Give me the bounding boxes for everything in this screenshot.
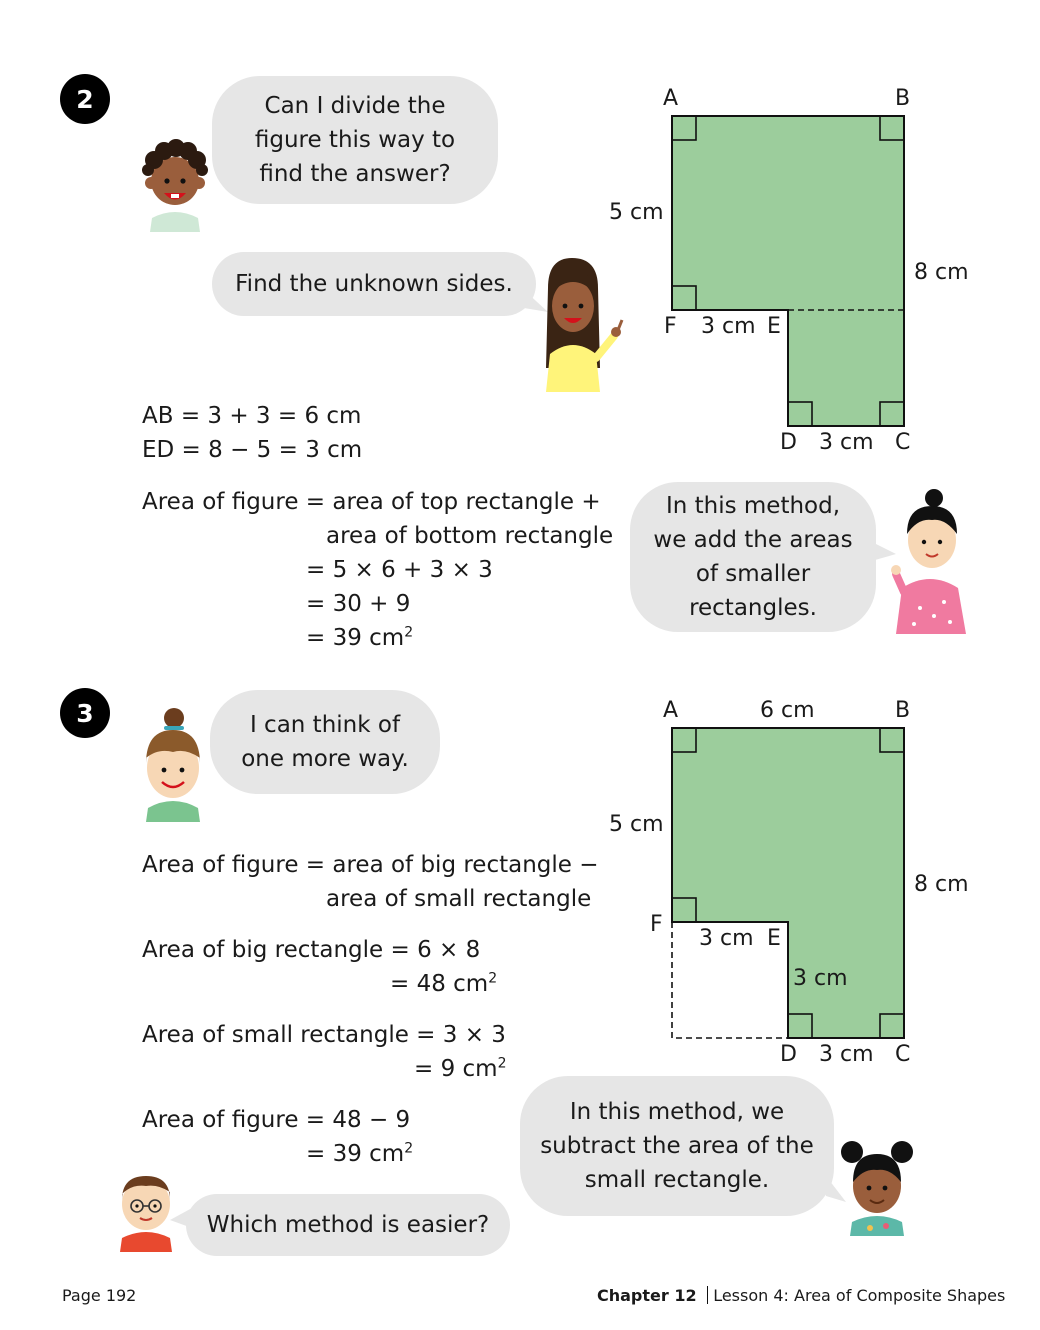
bubble-text: Can I divide the figure this way to find the answer? [254,93,456,187]
area-line-4: = 30 + 9 [306,591,411,617]
big-rectangle-line-2 [390,967,497,1001]
bubble-text: Which method is easier? [206,1212,490,1238]
vertex-f: F [664,314,677,339]
vertex-c: C [895,1042,911,1067]
speech-bubble-one-more-way [210,690,440,794]
speech-bubble-which-easier [186,1194,510,1256]
area-value: = 39 cm [306,1141,405,1167]
figure-area-line-2 [306,1137,413,1171]
area-value: = 39 cm [306,625,405,651]
footer-chapter [597,1286,1005,1305]
small-rectangle-line-1: Area of small rectangle = 3 × 3 [142,1022,506,1048]
footer-divider [707,1286,709,1304]
area-value: = 9 cm [414,1056,498,1082]
speech-bubble-subtract-method [520,1076,834,1216]
bubble-text: In this method, we subtract the area of the small rectangle. [540,1099,814,1193]
section-number-3: 3 [60,688,110,738]
bubble-text: In this method, we add the areas of smaller rectangles. [653,493,853,621]
figure-area-line-1: Area of figure = 48 − 9 [142,1107,411,1133]
side-label-8cm: 8 cm [914,872,969,897]
speech-bubble-add-method [630,482,876,632]
vertex-d: D [780,430,797,455]
vertex-e: E [767,314,781,339]
lesson-title: Lesson 4: Area of Composite Shapes [713,1286,1006,1305]
side-label-5cm: 5 cm [609,812,664,837]
squared-superscript: 2 [404,624,414,641]
vertex-f: F [650,912,663,937]
vertex-d: D [780,1042,797,1067]
vertex-b: B [895,698,911,723]
squared-superscript: 2 [404,1140,414,1157]
area-value: = 48 cm [390,971,489,997]
bubble-text: I can think of one more way. [241,712,409,772]
girl-bun-illustration [890,488,970,634]
side-label-dc: 3 cm [819,1042,874,1067]
side-label-fe: 3 cm [701,314,756,339]
speech-bubble-divide-question [212,76,498,204]
girl-two-buns-illustration [840,1138,914,1236]
side-label-fe: 3 cm [699,926,754,951]
small-rectangle-line-2 [414,1052,507,1086]
squared-superscript: 2 [488,970,498,987]
boy-curly-hair-illustration [138,136,212,232]
vertex-a: A [663,86,679,111]
vertex-e: E [767,926,781,951]
area-line-3: = 5 × 6 + 3 × 3 [306,557,493,583]
vertex-a: A [663,698,679,723]
bubble-text: Find the unknown sides. [235,271,513,297]
girl-topknot-illustration [138,708,208,822]
calc-ed: ED = 8 − 5 = 3 cm [142,437,363,463]
vertex-b: B [895,86,911,111]
subtract-area-line-1: Area of figure = area of big rectangle − [142,852,599,878]
area-line-5 [306,621,413,655]
side-label-8cm: 8 cm [914,260,969,285]
area-line-1: Area of figure = area of top rectangle + [142,489,601,515]
page-number: Page 192 [62,1286,137,1305]
side-label-6cm: 6 cm [760,698,815,723]
bubble-tail [170,1208,192,1228]
area-line-2: area of bottom rectangle [326,523,614,549]
big-rectangle-line-1: Area of big rectangle = 6 × 8 [142,937,481,963]
subtract-area-line-2: area of small rectangle [326,886,592,912]
vertex-c: C [895,430,911,455]
speech-bubble-unknown-sides [212,252,536,316]
side-label-dc: 3 cm [819,430,874,455]
squared-superscript: 2 [497,1055,507,1072]
side-label-5cm: 5 cm [609,200,664,225]
section-number-2: 2 [60,74,110,124]
calc-ab: AB = 3 + 3 = 6 cm [142,403,362,429]
side-label-ed: 3 cm [793,966,848,991]
chapter-title: Chapter 12 [597,1286,697,1305]
